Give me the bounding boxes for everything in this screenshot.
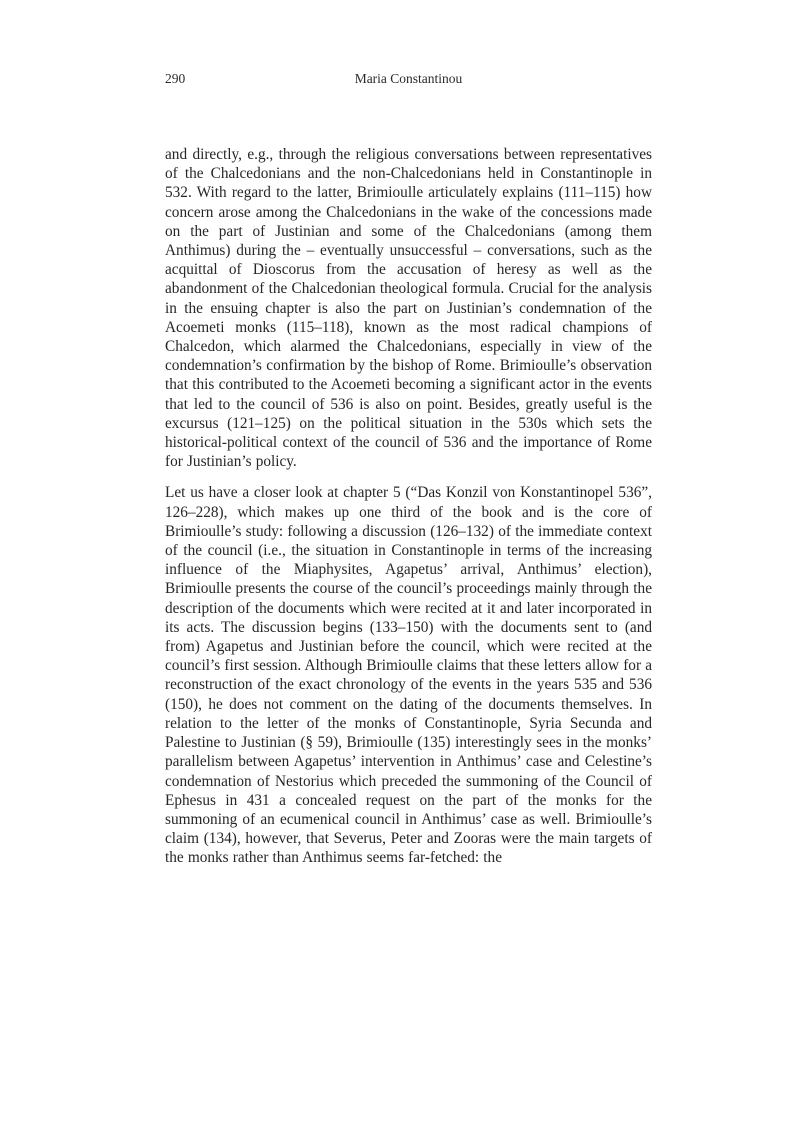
running-title: Maria Constantinou <box>354 71 463 86</box>
running-header <box>165 71 652 89</box>
page-body <box>165 145 652 868</box>
page-number: 290 <box>165 71 186 86</box>
paragraph-1: and directly, e.g., through the religious conversations between representatives of the Chalcedonians and the non-Chalcedonians held in Constantinople in 532. With regard to the latter, Brimioulle articulately explains (111–115) how concern arose among the Chalcedonians in the wake of the concessions made on the part of Justinian and some of the Chalcedonians (among them Anthimus) during the – eventually unsuccessful – conversations, such as the acquittal of Dioscorus from the accusation of heresy as well as the abandonment of the Chalcedonian theological formula. Crucial for the analysis in the ensuing chapter is also the part on Justinian’s condemnation of the Acoemeti monks (115–118), known as the most radical champions of Chalcedon, which alarmed the Chalcedonians, especially in view of the condemnation’s confirmation by the bishop of Rome. Brimioulle’s observation that this contributed to the Acoemeti becoming a significant actor in the events that led to the council of 536 is also on point. Besides, greatly useful is the excursus (121–125) on the political situation in the 530s which sets the historical-political context of the council of 536 and the importance of Rome for Justinian’s policy. <box>165 146 652 471</box>
paragraph-2: Let us have a closer look at chapter 5 (“Das Konzil von Konstantinopel 536”, 126–228), which makes up one third of the book and is the core of Brimioulle’s study: following a discussion (126–132) of the immediate context of the council (i.e., the situation in Constantinople in terms of the increasing influence of the Miaphysites, Agapetus’ arrival, Anthimus’ election), Brimioulle presents the course of the council’s proceedings mainly through the description of the documents which were recited at it and later incorporated in its acts. The discussion begins (133–150) with the documents sent to (and from) Agapetus and Justinian before the council, which were recited at the council’s first session. Although Brimioulle claims that these letters allow for a reconstruction of the exact chronology of the events in the years 535 and 536 (150), he does not comment on the dating of the documents themselves. In relation to the letter of the monks of Constantinople, Syria Secunda and Palestine to Justinian (§ 59), Brimioulle (135) interestingly sees in the monks’ parallelism between Agapetus’ intervention in Anthimus’ case and Celestine’s condemnation of Nestorius which preceded the summoning of the Council of Ephesus in 431 a concealed request on the part of the monks for the summoning of an ecumenical council in Anthimus’ case as well. Brimioulle’s claim (134), however, that Severus, Peter and Zooras were the main targets of the monks rather than Anthimus seems far-fetched: the <box>165 484 652 867</box>
